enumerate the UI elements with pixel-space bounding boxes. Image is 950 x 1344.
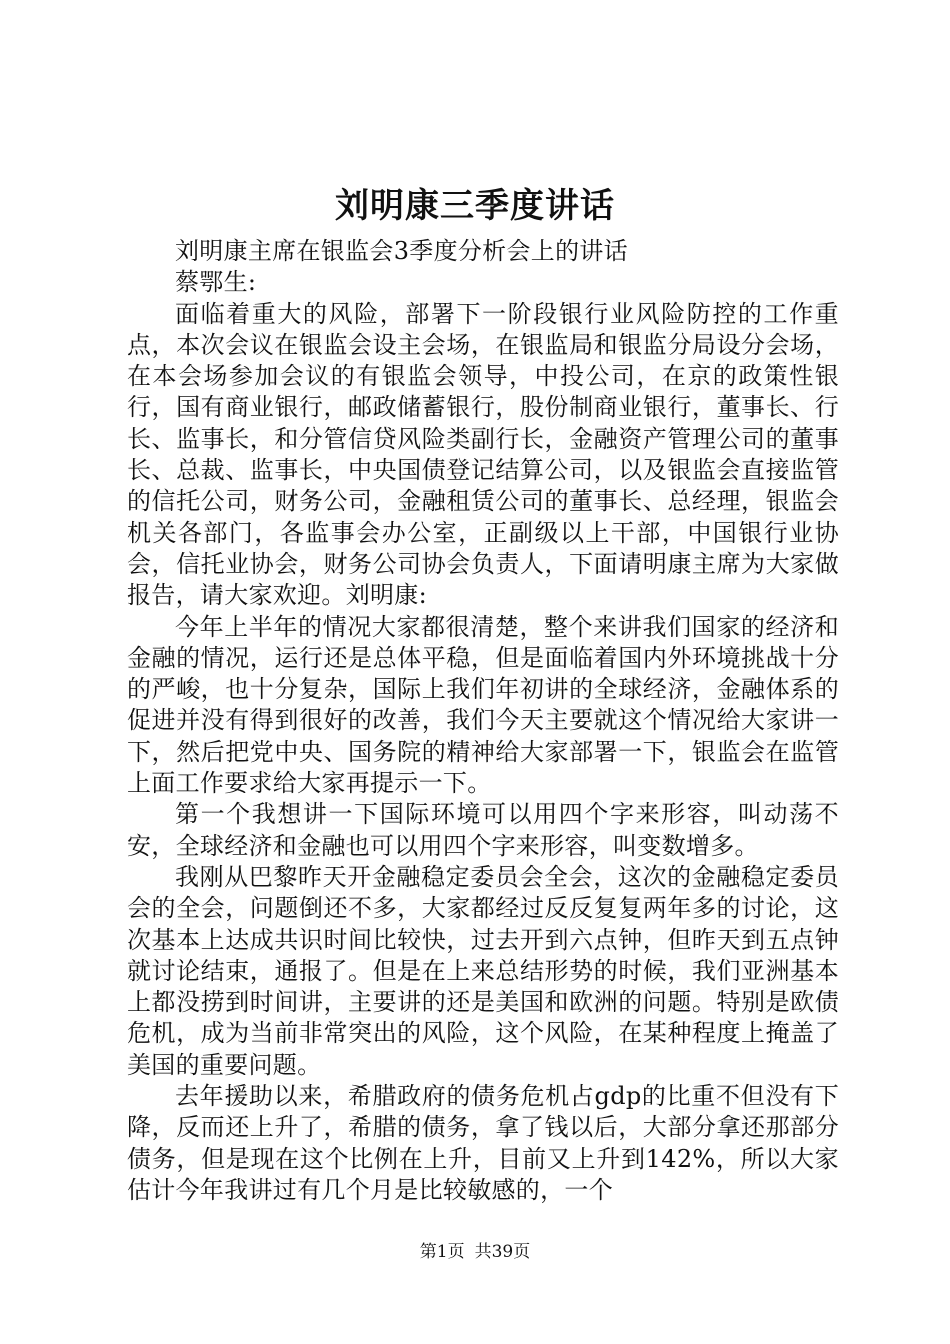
document-title: 刘明康三季度讲话 — [335, 186, 615, 226]
page-number: 第1页 — [419, 1242, 465, 1262]
page-total: 共39页 — [474, 1242, 531, 1262]
paragraph: 第一个我想讲一下国际环境可以用四个字来形容，叫动荡不安，全球经济和金融也可以用四个字来形容，叫变数增多。 — [127, 800, 839, 860]
paragraph: 我刚从巴黎昨天开金融稳定委员会全会，这次的金融稳定委员会的全会，问题倒还不多，大家都经过反反复复两年多的讨论，这次基本上达成共识时间比较快，过去开到六点钟，但昨天到五点钟就讨论结束，通报了。但是在上来总结形势的时候，我们亚洲基本上都没捞到时间讲，主要讲的还是美国和欧洲的问题。特别是欧债危机，成为当前非常突出的风险，这个风险，在某种程度上掩盖了美国的重要问题。 — [127, 862, 839, 1079]
paragraph: 今年上半年的情况大家都很清楚，整个来讲我们国家的经济和金融的情况，运行还是总体平稳，但是面临着国内外环境挑战十分的严峻，也十分复杂，国际上我们年初讲的全球经济，金融体系的促进并没有得到很好的改善，我们今天主要就这个情况给大家讲一下，然后把党中央、国务院的精神给大家部署一下，银监会在监管上面工作要求给大家再提示一下。 — [127, 612, 839, 798]
paragraph: 去年援助以来，希腊政府的债务危机占gdp的比重不但没有下降，反而还上升了，希腊的债务，拿了钱以后，大部分拿还那部分债务，但是现在这个比例在上升，目前又上升到142%，所以大家估计今年我讲过有几个月是比较敏感的，一个 — [127, 1082, 839, 1204]
paragraph: 面临着重大的风险，部署下一阶段银行业风险防控的工作重点，本次会议在银监会设主会场，在银监局和银监分局设分会场，在本会场参加会议的有银监会领导，中投公司，在京的政策性银行，国有商业银行，邮政储蓄银行，股份制商业银行，董事长、行长、监事长，和分管信贷风险类副行长，金融资产管理公司的董事长、总裁、监事长，中央国债登记结算公司，以及银监会直接监管的信托公司，财务公司，金融租赁公司的董事长、总经理，银监会机关各部门，各监事会办公室，正副级以上干部，中国银行业协会，信托业协会，财务公司协会负责人，下面请明康主席为大家做报告，请大家欢迎。刘明康: — [127, 299, 839, 610]
page-footer — [0, 1240, 950, 1264]
document-body — [127, 236, 839, 1206]
paragraph: 刘明康主席在银监会3季度分析会上的讲话 — [175, 237, 628, 265]
paragraph: 蔡鄂生: — [175, 268, 257, 297]
